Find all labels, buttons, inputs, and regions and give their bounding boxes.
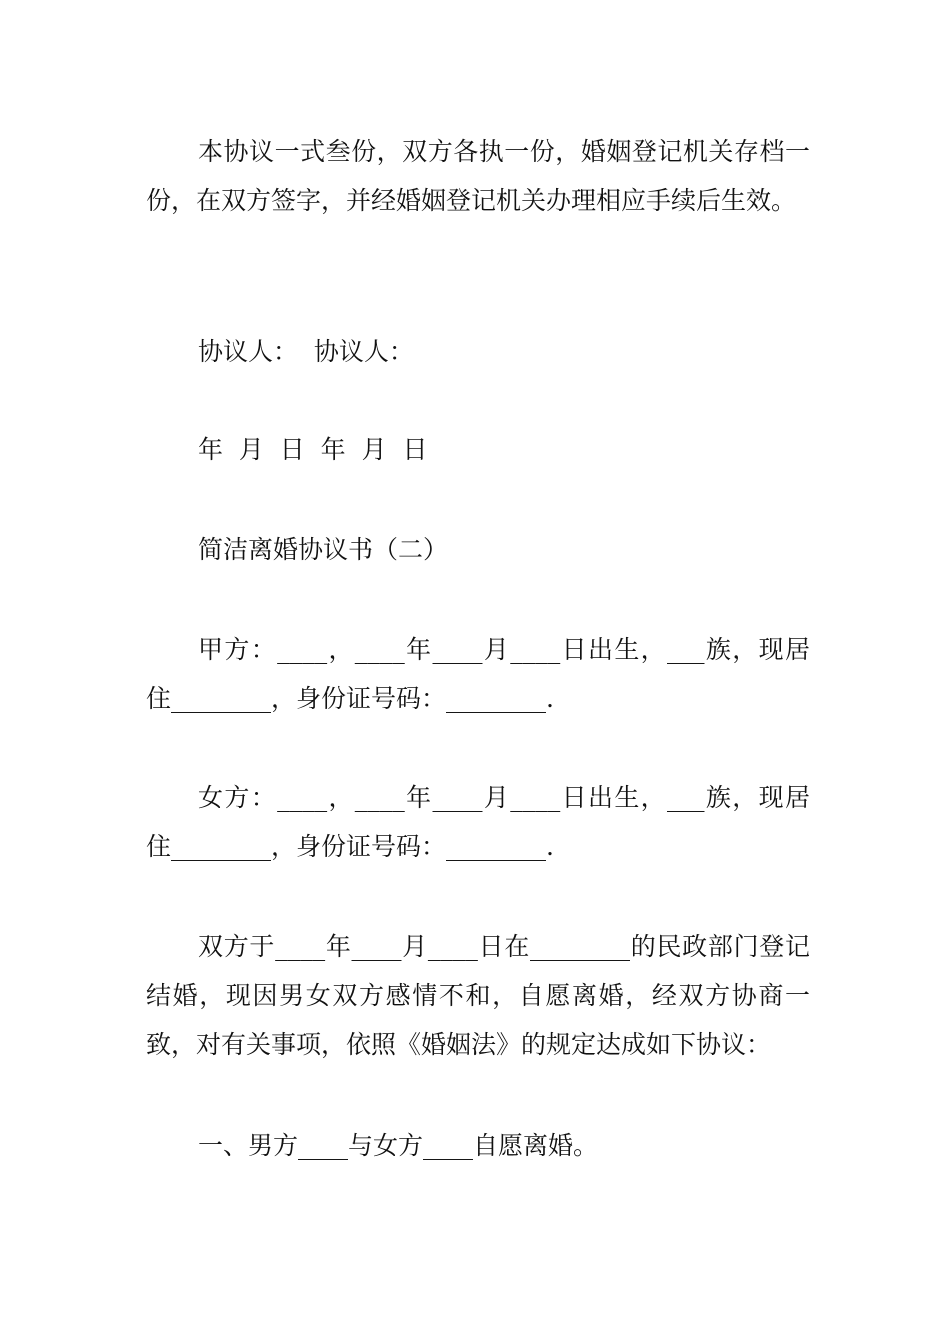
paragraph-marriage-registration: 双方于____年____月____日在________的民政部门登记结婚，现因男女双方感情不和，自愿离婚，经双方协商一致，对有关事项，依照《婚姻法》的规定达成如下协议： <box>146 932 810 1059</box>
paragraph-dates: 年 月 日 年 月 日 <box>198 435 428 464</box>
section-title: 简洁离婚协议书（二） <box>198 535 449 564</box>
paragraph-clause-one: 一、男方____与女方____自愿离婚。 <box>198 1131 599 1160</box>
paragraph-signatories: 协议人： 协议人： <box>198 337 414 366</box>
paragraph-party-a: 甲方：____，____年____月____日出生，___族，现居住________，身份证号码：________. <box>146 635 810 713</box>
paragraph-copies-clause: 本协议一式叁份，双方各执一份，婚姻登记机关存档一份，在双方签字，并经婚姻登记机关办理相应手续后生效。 <box>146 137 810 215</box>
paragraph-party-b: 女方：____，____年____月____日出生，___族，现居住________，身份证号码：________. <box>146 783 810 861</box>
